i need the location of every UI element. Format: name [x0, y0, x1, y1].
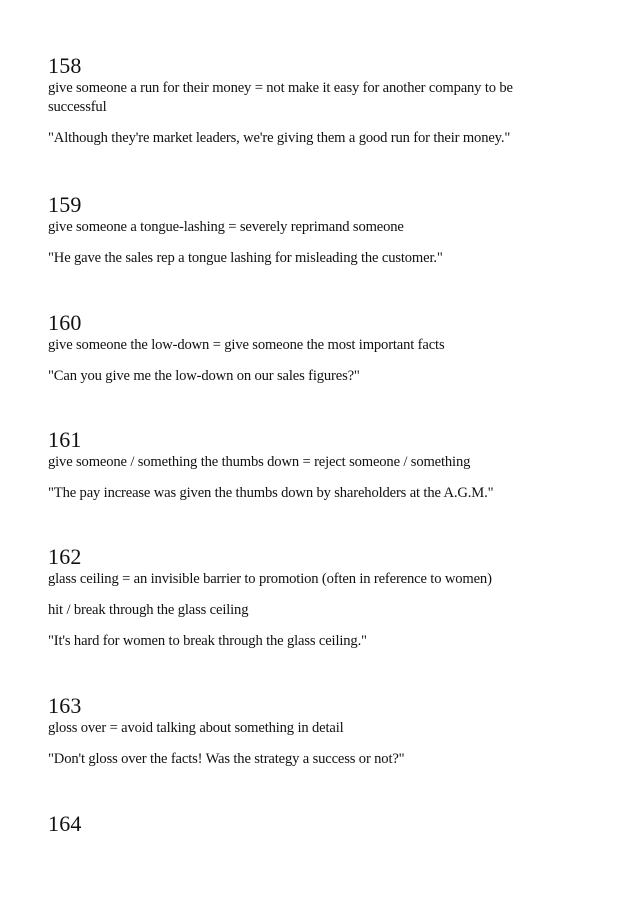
entry-162: [48, 545, 618, 651]
entry-definition: give someone / something the thumbs down = reject someone / something: [48, 454, 471, 470]
entry-number: 161: [48, 427, 82, 452]
entry-number: 163: [48, 693, 82, 718]
entry-definition: give someone the low-down = give someone the most important facts: [48, 337, 445, 353]
entry-example: "The pay increase was given the thumbs down by shareholders at the A.G.M.": [48, 485, 494, 501]
entry-163: [48, 694, 618, 769]
entry-number: 162: [48, 544, 82, 569]
entry-160: [48, 311, 618, 386]
entry-definition: glass ceiling = an invisible barrier to promotion (often in reference to women): [48, 571, 492, 587]
entry-definition: gloss over = avoid talking about something in detail: [48, 720, 344, 736]
entry-number: 158: [48, 53, 82, 78]
entry-number: 164: [48, 811, 82, 836]
entry-164: [48, 812, 618, 836]
entry-usage: hit / break through the glass ceiling: [48, 602, 249, 618]
entry-example: "Don't gloss over the facts! Was the strategy a success or not?": [48, 751, 405, 767]
entry-159: [48, 193, 618, 268]
entry-158: [48, 54, 618, 148]
entry-definition: give someone a run for their money = not make it easy for another company to be successful: [48, 80, 513, 115]
entry-example: "It's hard for women to break through the glass ceiling.": [48, 633, 367, 649]
entry-161: [48, 428, 618, 503]
entry-example: "He gave the sales rep a tongue lashing for misleading the customer.": [48, 250, 443, 266]
entry-number: 160: [48, 310, 82, 335]
entry-example: "Although they're market leaders, we're giving them a good run for their money.": [48, 130, 511, 146]
entry-number: 159: [48, 192, 82, 217]
entry-example: "Can you give me the low-down on our sales figures?": [48, 368, 360, 384]
entry-definition: give someone a tongue-lashing = severely reprimand someone: [48, 219, 404, 235]
